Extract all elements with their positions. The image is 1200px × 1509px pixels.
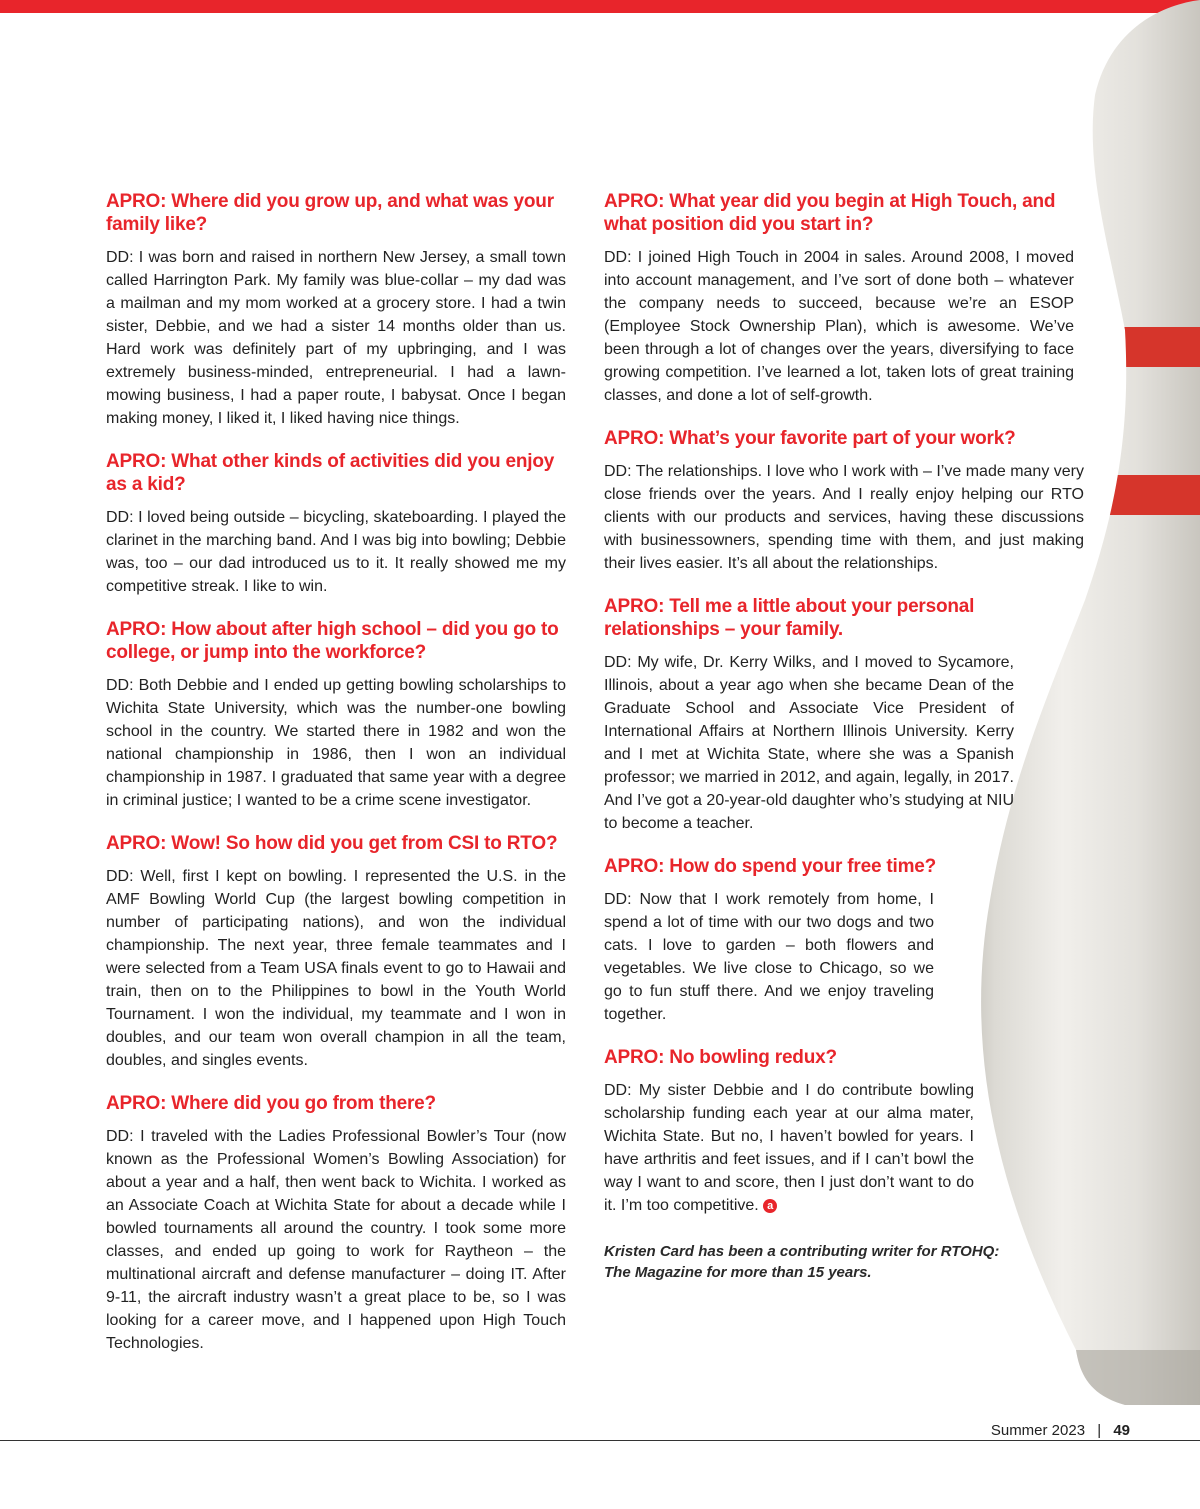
answer-paragraph: DD: Both Debbie and I ended up getting bowling scholarships to Wichita State University, which was the number-one bowling school in the country. We started there in 1982 and won the national championship in 1986, then I won an individual championship in 1987. I graduated that same year with a degree in criminal justice; I wanted to be a crime scene investigator. bbox=[106, 677, 566, 809]
question-heading: APRO: Where did you go from there? bbox=[106, 1093, 436, 1114]
question-heading: APRO: Where did you grow up, and what was your family like? bbox=[106, 191, 554, 235]
answer-paragraph: DD: My wife, Dr. Kerry Wilks, and I moved to Sycamore, Illinois, about a year ago when she became Dean of the Graduate School and Associate Vice President of International Affairs at Northern Illinois University. Kerry and I met at Wichita State, where she was a Spanish professor; we married in 2012, and again, legally, in 2017. And I’ve got a 20-year-old daughter who’s studying at NIU to become a teacher. bbox=[604, 654, 1014, 832]
answer-paragraph: DD: I traveled with the Ladies Professional Bowler’s Tour (now known as the Professional Women’s Bowling Association) for about a year and a half, then went back to Wichita. I worked as an Associate Coach at Wichita State for about a decade while I bowled tournaments all around the country. I took some more classes, and ended up going to work for Raytheon – the multinational aircraft and defense manufacturer – doing IT. After 9-11, the aircraft industry wasn’t a great place to be, so I was looking for a career move, and I happened upon High Touch Technologies. bbox=[106, 1128, 566, 1352]
answer-paragraph: DD: The relationships. I love who I work with – I’ve made many very close friends over the years. And I really enjoy helping our RTO clients with our products and services, having these discussions with businessowners, spending time with them, and just making their lives easier. It’s all about the relationships. bbox=[604, 463, 1084, 572]
question-heading: APRO: Tell me a little about your personal relationships – your family. bbox=[604, 596, 975, 640]
qa-block bbox=[106, 1092, 566, 1355]
footer-separator: | bbox=[1097, 1422, 1102, 1439]
question-heading: APRO: What’s your favorite part of your work? bbox=[604, 428, 1016, 449]
question-heading: APRO: What other kinds of activities did you enjoy as a kid? bbox=[106, 451, 555, 495]
page-number: 49 bbox=[1113, 1422, 1130, 1439]
answer-paragraph: DD: I loved being outside – bicycling, skateboarding. I played the clarinet in the marching band. And I was big into bowling; Debbie was, too – our dad introduced us to it. It really showed me my competitive streak. I like to win. bbox=[106, 509, 566, 595]
qa-block bbox=[106, 832, 566, 1072]
answer-paragraph: DD: Now that I work remotely from home, I spend a lot of time with our two dogs and two cats. I love to garden – both flowers and vegetables. We live close to Chicago, so we go to fun stuff there. And we enjoy traveling together. bbox=[604, 891, 934, 1023]
author-byline: Kristen Card has been a contributing writer for RTOHQ: The Magazine for more than 15 years. bbox=[604, 1243, 1000, 1281]
question-heading: APRO: Wow! So how did you get from CSI to RTO? bbox=[106, 833, 558, 854]
left-column bbox=[106, 190, 566, 1375]
answer-paragraph bbox=[604, 1079, 974, 1217]
end-mark-icon: a bbox=[763, 1199, 777, 1213]
question-heading: APRO: No bowling redux? bbox=[604, 1047, 837, 1068]
footer-rule bbox=[0, 1440, 1200, 1441]
right-column bbox=[604, 190, 1084, 1298]
qa-block bbox=[604, 855, 1084, 1026]
question-heading: APRO: How about after high school – did you go to college, or jump into the workforce? bbox=[106, 619, 559, 663]
answer-paragraph: DD: Well, first I kept on bowling. I represented the U.S. in the AMF Bowling World Cup (the largest bowling competition in number of participating nations), and won the individual championship. The next year, three female teammates and I were selected from a Team USA finals event to go to Hawaii and train, then on to the Philippines to bowl in the Youth World Tournament. I won the individual, my teammate and I won in doubles, and our team won overall champion in all the team, doubles, and singles events. bbox=[106, 868, 566, 1069]
question-heading: APRO: How do spend your free time? bbox=[604, 856, 937, 877]
qa-block bbox=[106, 190, 566, 430]
qa-block bbox=[604, 427, 1084, 575]
qa-block bbox=[106, 618, 566, 812]
qa-block bbox=[604, 190, 1084, 407]
question-heading: APRO: What year did you begin at High Touch, and what position did you start in? bbox=[604, 191, 1056, 235]
answer-paragraph: DD: I joined High Touch in 2004 in sales. Around 2008, I moved into account management, and I’ve sort of done both – whatever the company needs to succeed, because we’re an ESOP (Employee Stock Ownership Plan), which is awesome. We’ve been through a lot of changes over the years, diversifying to face growing competition. I’ve learned a lot, taken lots of great training classes, and done a lot of self-growth. bbox=[604, 249, 1074, 404]
qa-block bbox=[106, 450, 566, 598]
page-footer bbox=[991, 1422, 1130, 1439]
issue-label: Summer 2023 bbox=[990, 1422, 1086, 1439]
answer-text: DD: My sister Debbie and I do contribute bowling scholarship funding each year at our alma mater, Wichita State. But no, I haven’t bowled for years. I have arthritis and feet issues, and if I can’t bowl the way I want to and score, then I just don’t want to do it. I’m too competitive. bbox=[604, 1082, 974, 1214]
qa-block bbox=[604, 595, 1084, 835]
answer-paragraph: DD: I was born and raised in northern New Jersey, a small town called Harrington Park. My family was blue-collar – my dad was a mailman and my mom worked at a grocery store. I had a twin sister, Debbie, and we had a sister 14 months older than us. Hard work was definitely part of my upbringing, and I was extremely business-minded, entrepreneurial. I had a lawn-mowing business, I had a paper route, I babysat. Once I began making money, I liked it, I liked having nice things. bbox=[106, 249, 566, 427]
qa-block bbox=[604, 1046, 1084, 1217]
